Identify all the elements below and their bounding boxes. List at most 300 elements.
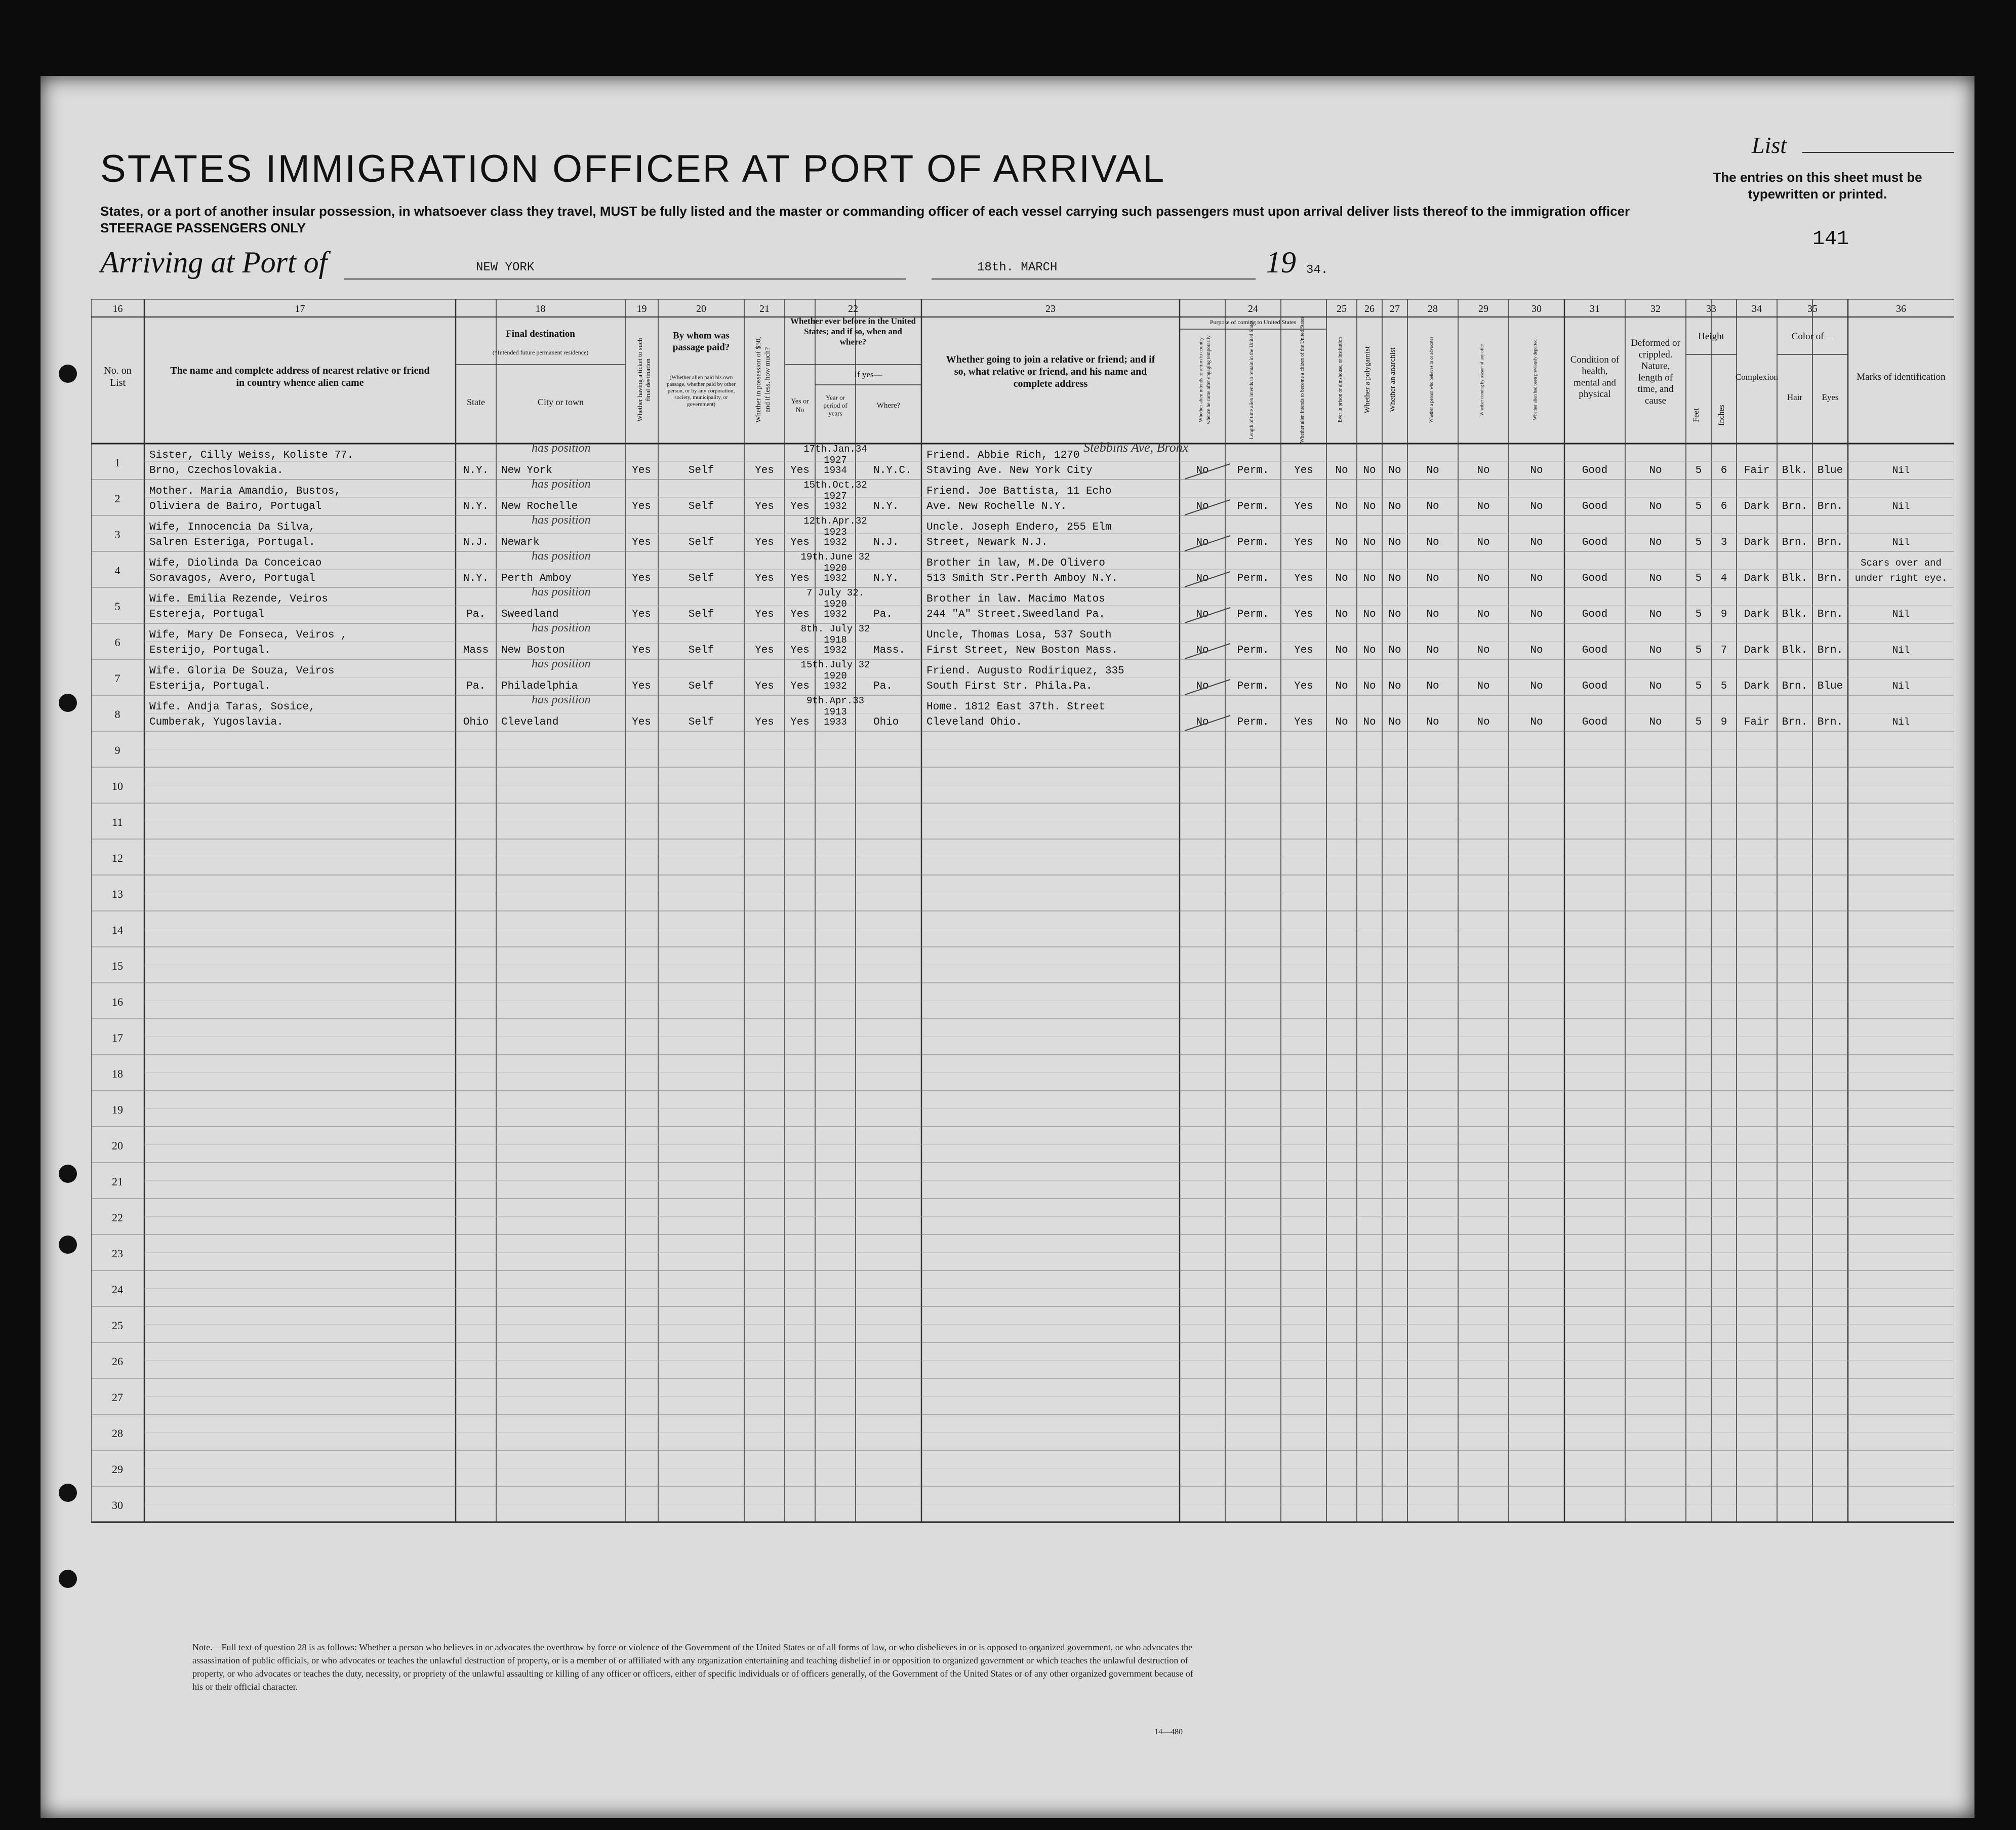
page-title: STATES IMMIGRATION OFFICER AT PORT OF ARRIVAL	[100, 147, 1166, 190]
cell-complexion: Dark	[1744, 537, 1770, 548]
cell-rel2: Salren Esteriga, Portugal.	[149, 537, 315, 548]
cell-feet: 5	[1695, 717, 1702, 728]
header-inches: Inches	[1717, 405, 1726, 426]
cell-join1: Uncle, Thomas Losa, 537 South	[926, 629, 1112, 641]
cell-city: New Boston	[501, 645, 566, 656]
cell-state: N.J.	[463, 537, 489, 548]
cell-feet: 5	[1695, 501, 1702, 512]
header-no-on-list: No. on List	[104, 365, 132, 388]
cell-p_a: No	[1196, 501, 1209, 512]
cell-where: N.Y.C.	[873, 465, 912, 476]
cell-deformed: No	[1649, 573, 1662, 584]
header-purpose-a-2: whence he came after engaging temporarily	[1206, 335, 1212, 424]
cell-join2: South First Str. Phila.Pa.	[926, 681, 1093, 692]
cell-c27: No	[1388, 609, 1401, 620]
cell-health: Good	[1582, 465, 1608, 476]
cell-complexion: Dark	[1744, 645, 1770, 656]
column-number: 27	[1390, 303, 1400, 314]
cell-rel2: Brno, Czechoslovakia.	[149, 465, 284, 476]
cell-c28: No	[1426, 681, 1439, 692]
cell-marks1: Nil	[1892, 501, 1910, 512]
cell-hair: Blk.	[1782, 465, 1808, 476]
cell-c27: No	[1388, 573, 1401, 584]
row-number: 13	[112, 888, 123, 900]
cell-paid: Self	[688, 681, 714, 692]
binder-hole	[59, 1236, 77, 1254]
column-number: 23	[1045, 303, 1056, 314]
cell-c29: No	[1477, 609, 1490, 620]
cell-marks1: Nil	[1892, 717, 1910, 728]
handwritten-address: Stebbins Ave, Bronx	[1083, 440, 1189, 455]
handwritten-note: has position	[532, 513, 591, 527]
header-final-destination-note: (*Intended future permanent residence)	[492, 349, 589, 356]
cell-money: Yes	[755, 573, 774, 584]
cell-ticket: Yes	[632, 537, 651, 548]
header-purpose-c: Whether alien intends to become a citizen of the United States	[1300, 316, 1305, 443]
cell-p_a: No	[1196, 717, 1209, 728]
cell-health: Good	[1582, 537, 1608, 548]
year-suffix: 34.	[1306, 263, 1328, 277]
handwritten-note: has position	[532, 693, 591, 706]
cell-marks2: under right eye.	[1854, 573, 1948, 584]
row-number: 10	[112, 780, 123, 792]
cell-state: N.Y.	[463, 501, 489, 512]
cell-marks1: Nil	[1892, 609, 1910, 620]
cell-hair: Blk.	[1782, 609, 1808, 620]
cell-paid: Self	[688, 609, 714, 620]
cell-rel2: Soravagos, Avero, Portugal	[149, 573, 315, 584]
cell-c27: No	[1388, 537, 1401, 548]
row-number: 15	[112, 960, 123, 972]
cell-yr2: 1932	[824, 645, 847, 656]
cell-rel2: Esterijo, Portugal.	[149, 645, 271, 656]
row-number: 8	[114, 708, 120, 721]
cell-money: Yes	[755, 681, 774, 692]
cell-money: Yes	[755, 609, 774, 620]
port-value: NEW YORK	[476, 261, 535, 274]
header-height: Height	[1698, 331, 1724, 342]
cell-deformed: No	[1649, 501, 1662, 512]
cell-eyes: Brn.	[1817, 501, 1843, 512]
cell-p_c: Yes	[1294, 645, 1313, 656]
cell-hair: Brn.	[1782, 717, 1808, 728]
header-where: Where?	[876, 402, 901, 410]
cell-c28: No	[1426, 645, 1439, 656]
cell-c29: No	[1477, 537, 1490, 548]
cell-rel1: Wife, Diolinda Da Conceicao	[149, 558, 322, 569]
cell-ever: Yes	[790, 609, 810, 620]
row-number: 3	[114, 528, 120, 541]
cell-complexion: Dark	[1744, 573, 1770, 584]
cell-where: Ohio	[873, 717, 899, 728]
row-number: 24	[112, 1283, 123, 1296]
cell-deformed: No	[1649, 681, 1662, 692]
cell-c30: No	[1530, 609, 1543, 620]
row-number: 26	[112, 1355, 123, 1368]
cell-where: Mass.	[873, 645, 906, 656]
cell-p_a: No	[1196, 645, 1209, 656]
row-number: 29	[112, 1463, 123, 1476]
cell-rel2: Oliviera de Bairo, Portugal	[149, 501, 322, 512]
cell-c26: No	[1363, 537, 1376, 548]
cell-ticket: Yes	[632, 609, 651, 620]
header-deformed: Deformed or crippled. Nature, length of time, and cause	[1631, 338, 1680, 406]
cell-inches: 9	[1720, 717, 1727, 728]
cell-yr1: 1913	[824, 706, 847, 718]
typewritten-note: The entries on this sheet must be typewritten or printed.	[1713, 170, 1922, 202]
row-number: 14	[112, 924, 123, 936]
cell-c25: No	[1335, 465, 1348, 476]
cell-p_c: Yes	[1294, 537, 1313, 548]
column-number: 36	[1896, 303, 1906, 314]
cell-yr2: 1932	[824, 681, 847, 692]
header-year-period: Year or period of years	[823, 393, 848, 417]
header-purpose-a: Whether alien intends to return to country	[1198, 337, 1204, 422]
binder-hole	[59, 1165, 77, 1183]
cell-c25: No	[1335, 717, 1348, 728]
cell-state: Ohio	[463, 717, 489, 728]
manifest-sheet	[41, 76, 1974, 1818]
cell-join1: Uncle. Joseph Endero, 255 Elm	[926, 522, 1112, 533]
cell-p_a: No	[1196, 681, 1209, 692]
cell-ticket: Yes	[632, 717, 651, 728]
cell-join1: Friend. Abbie Rich, 1270	[926, 450, 1080, 461]
cell-c27: No	[1388, 465, 1401, 476]
cell-health: Good	[1582, 681, 1608, 692]
row-number: 23	[112, 1247, 123, 1260]
cell-hair: Blk.	[1782, 573, 1808, 584]
cell-c25: No	[1335, 609, 1348, 620]
row-number: 12	[112, 852, 123, 864]
row-number: 7	[114, 672, 120, 685]
header-hair: Hair	[1787, 392, 1803, 402]
cell-ever: Yes	[790, 465, 810, 476]
handwritten-note: has position	[532, 621, 591, 634]
cell-c27: No	[1388, 681, 1401, 692]
cell-feet: 5	[1695, 537, 1702, 548]
cell-rel1: Wife. Andja Taras, Sosice,	[149, 701, 315, 713]
row-number: 1	[114, 456, 120, 469]
handwritten-note: has position	[532, 549, 591, 563]
cell-c29: No	[1477, 573, 1490, 584]
cell-p_c: Yes	[1294, 609, 1313, 620]
header-passage-note: (Whether alien paid his own passage, whether paid by other person, or by any corporation, society, municipality, or government)	[667, 374, 736, 408]
cell-p_b: Perm.	[1237, 501, 1269, 512]
cell-health: Good	[1582, 573, 1608, 584]
cell-c30: No	[1530, 573, 1543, 584]
cell-marks1: Scars over and	[1861, 558, 1942, 569]
cell-eyes: Brn.	[1817, 609, 1843, 620]
cell-feet: 5	[1695, 609, 1702, 620]
cell-yr_top: 9th.Apr.33	[806, 695, 865, 706]
header-money-2: and if less, how much?	[764, 347, 772, 413]
cell-money: Yes	[755, 537, 774, 548]
cell-yr1: 1927	[824, 455, 847, 466]
cell-marks1: Nil	[1892, 681, 1910, 692]
cell-money: Yes	[755, 645, 774, 656]
cell-join2: Cleveland Ohio.	[926, 717, 1023, 728]
cell-join1: Brother in law. Macimo Matos	[926, 593, 1105, 605]
cell-state: Pa.	[466, 681, 486, 692]
cell-join1: Home. 1812 East 37th. Street	[926, 701, 1105, 713]
cell-complexion: Dark	[1744, 501, 1770, 512]
binder-hole	[59, 1570, 77, 1588]
cell-join2: 513 Smith Str.Perth Amboy N.Y.	[926, 573, 1118, 584]
cell-c30: No	[1530, 537, 1543, 548]
cell-marks1: Nil	[1892, 537, 1910, 548]
cell-join1: Brother in law, M.De Olivero	[926, 558, 1105, 569]
binder-hole	[59, 365, 77, 383]
cell-p_a: No	[1196, 465, 1209, 476]
cell-c30: No	[1530, 645, 1543, 656]
column-number: 32	[1650, 303, 1661, 314]
cell-yr1: 1927	[824, 491, 847, 502]
cell-c30: No	[1530, 681, 1543, 692]
row-number: 18	[112, 1067, 123, 1080]
cell-health: Good	[1582, 501, 1608, 512]
row-number: 4	[114, 564, 120, 577]
cell-c25: No	[1335, 573, 1348, 584]
header-col26: Whether a polygamist	[1363, 346, 1372, 414]
date-value: 18th. MARCH	[977, 261, 1058, 274]
cell-feet: 5	[1695, 681, 1702, 692]
column-number: 18	[535, 303, 546, 314]
row-number: 30	[112, 1499, 123, 1511]
header-purpose-b: Length of time alien intends to remain in the United States	[1249, 320, 1255, 440]
header-if-yes: If yes—	[854, 370, 882, 379]
cell-rel2: Esterija, Portugal.	[149, 681, 271, 692]
header-joining: Whether going to join a relative or friend; and if so, what relative or friend, and his name and complete address	[946, 354, 1155, 389]
cell-inches: 9	[1720, 609, 1727, 620]
cell-inches: 6	[1720, 465, 1727, 476]
cell-ever: Yes	[790, 501, 810, 512]
cell-c29: No	[1477, 465, 1490, 476]
header-yes-no: Yes or No	[791, 397, 809, 414]
cell-c28: No	[1426, 717, 1439, 728]
cell-complexion: Fair	[1744, 465, 1770, 476]
header-marks: Marks of identification	[1857, 372, 1946, 382]
cell-c29: No	[1477, 717, 1490, 728]
cell-yr_top: 15th.Oct.32	[803, 480, 867, 491]
header-col29: Whether coming by reason of any offer	[1479, 344, 1484, 416]
cell-yr2: 1934	[824, 465, 847, 476]
cell-rel1: Wife. Gloria De Souza, Veiros	[149, 665, 335, 677]
cell-inches: 6	[1720, 501, 1727, 512]
list-number: 141	[1812, 228, 1849, 251]
cell-state: Pa.	[466, 609, 486, 620]
column-number: 34	[1752, 303, 1762, 314]
row-number: 9	[114, 744, 120, 757]
cell-c28: No	[1426, 465, 1439, 476]
cell-rel1: Wife, Innocencia Da Silva,	[149, 522, 315, 533]
cell-p_c: Yes	[1294, 465, 1313, 476]
column-number: 29	[1478, 303, 1488, 314]
cell-c30: No	[1530, 717, 1543, 728]
cell-complexion: Dark	[1744, 681, 1770, 692]
column-number: 21	[759, 303, 770, 314]
column-number: 24	[1248, 303, 1258, 314]
cell-c25: No	[1335, 501, 1348, 512]
cell-join1: Friend. Augusto Rodiriquez, 335	[926, 665, 1124, 677]
column-number: 31	[1590, 303, 1600, 314]
cell-rel1: Wife, Mary De Fonseca, Veiros ,	[149, 629, 347, 641]
cell-marks1: Nil	[1892, 645, 1910, 656]
row-number: 17	[112, 1031, 123, 1044]
steerage-label: STEERAGE PASSENGERS ONLY	[100, 220, 306, 235]
cell-p_a: No	[1196, 537, 1209, 548]
cell-feet: 5	[1695, 465, 1702, 476]
cell-c26: No	[1363, 717, 1376, 728]
list-number-line	[1802, 152, 1954, 153]
cell-p_a: No	[1196, 609, 1209, 620]
column-number: 16	[112, 303, 123, 314]
handwritten-note: has position	[532, 657, 591, 670]
handwritten-note: has position	[532, 442, 591, 455]
cell-p_b: Perm.	[1237, 609, 1269, 620]
row-number: 5	[114, 600, 120, 613]
cell-ticket: Yes	[632, 645, 651, 656]
column-number: 26	[1364, 303, 1375, 314]
cell-yr2: 1932	[824, 573, 847, 584]
cell-p_b: Perm.	[1237, 465, 1269, 476]
cell-paid: Self	[688, 465, 714, 476]
cell-c29: No	[1477, 645, 1490, 656]
cell-hair: Brn.	[1782, 681, 1808, 692]
cell-hair: Brn.	[1782, 537, 1808, 548]
cell-c26: No	[1363, 681, 1376, 692]
cell-where: Pa.	[873, 681, 893, 692]
column-number: 17	[295, 303, 305, 314]
cell-ticket: Yes	[632, 573, 651, 584]
cell-eyes: Brn.	[1817, 573, 1843, 584]
header-before-us: Whether ever before in the United States; and if so, when and where?	[790, 316, 916, 347]
header-final-destination: Final destination	[506, 329, 575, 339]
cell-join2: Staving Ave. New York City	[926, 465, 1093, 476]
cell-money: Yes	[755, 717, 774, 728]
row-number: 11	[112, 816, 123, 828]
cell-c25: No	[1335, 645, 1348, 656]
cell-deformed: No	[1649, 537, 1662, 548]
header-feet: Feet	[1692, 408, 1701, 422]
cell-marks1: Nil	[1892, 465, 1910, 476]
row-number: 27	[112, 1391, 123, 1404]
header-relative: The name and complete address of nearest relative or friend in country whence alien came	[170, 365, 430, 388]
arriving-label: Arriving at Port of	[100, 246, 328, 279]
cell-ticket: Yes	[632, 465, 651, 476]
cell-c25: No	[1335, 681, 1348, 692]
cell-yr1: 1918	[824, 634, 847, 646]
header-col28: Whether a person who believes in or advocates	[1429, 337, 1434, 423]
cell-c26: No	[1363, 573, 1376, 584]
header-health: Condition of health, mental and physical	[1570, 354, 1620, 400]
cell-yr_top: 8th. July 32	[800, 623, 870, 634]
instructions-line: States, or a port of another insular possession, in whatsoever class they travel, MUST be fully listed and the master or commanding officer of each vessel carrying such passengers must upon arrival deliver lists thereof to the immigration officer	[100, 204, 1630, 219]
cell-join2: Ave. New Rochelle N.Y.	[926, 501, 1067, 512]
header-ticket: Whether having a ticket to such	[636, 338, 643, 422]
cell-c27: No	[1388, 645, 1401, 656]
cell-deformed: No	[1649, 609, 1662, 620]
cell-money: Yes	[755, 501, 774, 512]
cell-ticket: Yes	[632, 681, 651, 692]
cell-c27: No	[1388, 501, 1401, 512]
cell-where: N.J.	[873, 537, 899, 548]
cell-eyes: Brn.	[1817, 537, 1843, 548]
row-number: 6	[114, 636, 120, 649]
header-ticket-2: final destination	[644, 358, 652, 402]
cell-city: Sweedland	[501, 609, 559, 620]
cell-health: Good	[1582, 717, 1608, 728]
cell-yr2: 1932	[824, 501, 847, 512]
cell-c30: No	[1530, 465, 1543, 476]
row-number: 20	[112, 1139, 123, 1152]
cell-rel1: Wife. Emilia Rezende, Veiros	[149, 593, 328, 605]
cell-deformed: No	[1649, 645, 1662, 656]
cell-p_b: Perm.	[1237, 573, 1269, 584]
cell-complexion: Dark	[1744, 609, 1770, 620]
cell-join1: Friend. Joe Battista, 11 Echo	[926, 486, 1112, 497]
cell-paid: Self	[688, 573, 714, 584]
cell-ever: Yes	[790, 537, 810, 548]
cell-hair: Blk.	[1782, 645, 1808, 656]
cell-city: Perth Amboy	[501, 573, 572, 584]
cell-city: New Rochelle	[501, 501, 578, 512]
cell-city: Cleveland	[501, 717, 559, 728]
row-number: 16	[112, 996, 123, 1008]
cell-ever: Yes	[790, 681, 810, 692]
cell-where: N.Y.	[873, 573, 899, 584]
header-city: City or town	[537, 397, 584, 407]
header-state: State	[467, 397, 485, 407]
cell-eyes: Blue	[1817, 465, 1843, 476]
header-col30: Whether alien had been previously deported	[1533, 339, 1538, 420]
row-number: 22	[112, 1211, 123, 1224]
column-number: 35	[1807, 303, 1818, 314]
cell-p_b: Perm.	[1237, 681, 1269, 692]
column-number: 20	[696, 303, 706, 314]
cell-c26: No	[1363, 645, 1376, 656]
cell-yr2: 1932	[824, 537, 847, 548]
cell-p_c: Yes	[1294, 573, 1313, 584]
cell-yr_top: 19th.June 32	[800, 551, 870, 563]
cell-p_c: Yes	[1294, 717, 1313, 728]
cell-health: Good	[1582, 645, 1608, 656]
row-number: 19	[112, 1103, 123, 1116]
row-number: 2	[114, 492, 120, 505]
cell-c27: No	[1388, 717, 1401, 728]
header-col25: Ever in prison or almshouse, or institution	[1338, 337, 1343, 423]
cell-hair: Brn.	[1782, 501, 1808, 512]
cell-p_b: Perm.	[1237, 717, 1269, 728]
cell-paid: Self	[688, 717, 714, 728]
cell-eyes: Brn.	[1817, 717, 1843, 728]
cell-yr2: 1933	[824, 717, 847, 728]
cell-c28: No	[1426, 609, 1439, 620]
cell-inches: 7	[1720, 645, 1727, 656]
cell-yr1: 1920	[824, 599, 847, 610]
cell-c26: No	[1363, 609, 1376, 620]
cell-paid: Self	[688, 537, 714, 548]
cell-state: Mass	[463, 645, 489, 656]
cell-c26: No	[1363, 465, 1376, 476]
cell-p_b: Perm.	[1237, 537, 1269, 548]
cell-eyes: Brn.	[1817, 645, 1843, 656]
cell-join2: Street, Newark N.J.	[926, 537, 1048, 548]
cell-city: Newark	[501, 537, 540, 548]
port-line	[344, 279, 906, 280]
cell-ever: Yes	[790, 573, 810, 584]
cell-c25: No	[1335, 537, 1348, 548]
cell-where: N.Y.	[873, 501, 899, 512]
